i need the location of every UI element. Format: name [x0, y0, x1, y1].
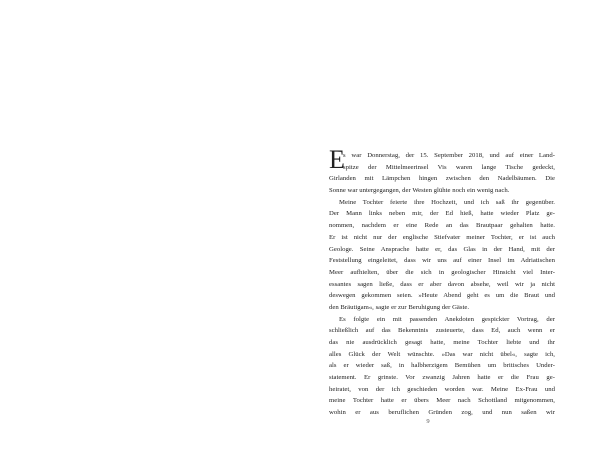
text-line: deswegen gekommen seien. »Heute Abend geht es um die Braut und	[329, 292, 555, 300]
text-line: Der Mann links neben mir, der Ed hieß, hatte wieder Platz ge-	[329, 210, 555, 218]
drop-cap: E	[329, 145, 345, 174]
text-line: Feststellung eingeleitet, dass wir uns auf einer Insel im Adriatischen	[329, 257, 555, 265]
text-line: wohin er aus beruflichen Gründen zog, und nun saßen wir	[329, 409, 555, 417]
text-line: das nie ausdrücklich gesagt hatte, meine Tochter liebte und ihr	[329, 339, 555, 346]
text-line: alles Glück der Welt wünschte. »Das war nicht übel«, sagte ich,	[329, 350, 555, 358]
text-line: nommen, nachdem er eine Rede an das Brautpaar gehalten hatte.	[329, 222, 555, 230]
text-line: Girlanden mit Lämpchen hingen zwischen den Nadelbäumen. Die	[329, 175, 555, 183]
text-line: Sonne war untergegangen, der Westen glühte noch ein wenig nach.	[329, 187, 510, 195]
text-line: schließlich auf das Bekenntnis zusteuerte, dass Ed, auch wenn er	[329, 327, 555, 335]
text-line: heiratet, von der ich geschieden worden war. Meine Ex-Frau und	[329, 385, 555, 393]
text-line: Meer aufhielten, über die sich in geologischer Hinsicht viel Inter-	[329, 268, 555, 276]
body-text	[329, 145, 555, 419]
text-line: spitze der Mittelmeerinsel Vis waren lange Tische gedeckt,	[343, 163, 555, 171]
text-line: statement. Er grinste. Vor zwanzig Jahren hatte er die Frau ge-	[329, 374, 555, 382]
text-line: Er ist nicht nur der englische Stiefvater meiner Tochter, er ist auch	[329, 233, 555, 241]
text-line: s war Donnerstag, der 15. September 2018, und auf einer Land-	[343, 152, 555, 159]
text-line: essantes sagen ließe, dass er aber davon absehe, weil wir ja nicht	[329, 280, 555, 288]
paragraph-2	[329, 197, 555, 314]
paragraph-3	[329, 314, 555, 419]
text-line: Geologe. Seine Ansprache hatte er, das Glas in der Hand, mit der	[329, 245, 555, 253]
page-number: 9	[426, 418, 430, 425]
text-line: als er wieder saß, in halbherzigem Bemühen um britisches Under-	[329, 362, 555, 370]
text-line: Meine Tochter feierte ihre Hochzeit, und ich saß ihr gegenüber.	[339, 198, 555, 206]
paragraph-1	[329, 145, 555, 197]
text-line: meine Tochter hatte er übers Meer nach Schottland mitgenommen,	[329, 397, 555, 405]
text-line: den Bräutigam«, sagte er zur Beruhigung der Gäste.	[329, 303, 470, 311]
text-line: Es folgte ein mit passenden Anekdoten gespickter Vortrag, der	[339, 315, 555, 323]
